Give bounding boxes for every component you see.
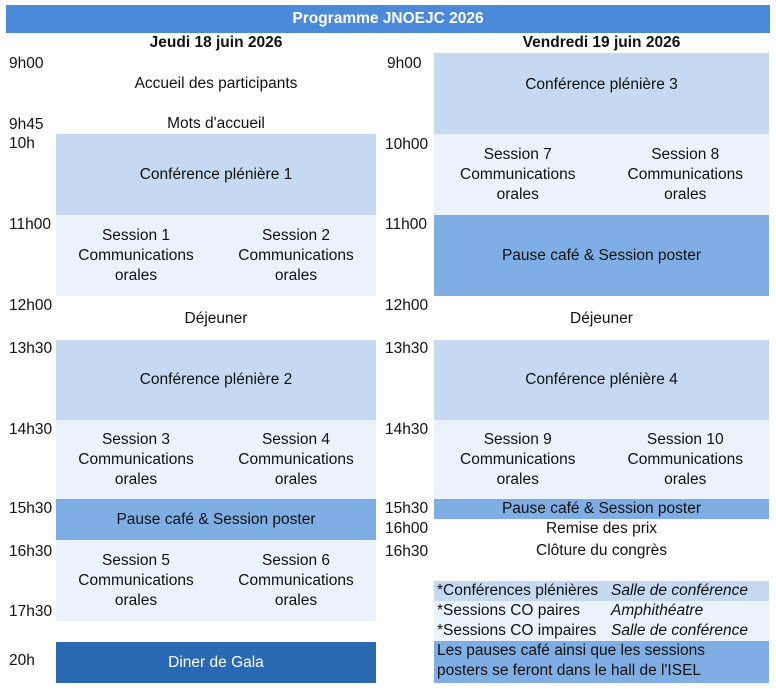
session-type: Communications <box>460 450 576 468</box>
session-type: Communications <box>627 165 743 183</box>
time-label: 17h30 <box>9 603 53 620</box>
programme-title: Programme JNOEJC 2026 <box>6 5 770 33</box>
session-title: Session 1 <box>101 226 171 244</box>
session-9 <box>434 420 602 499</box>
session-title: Session 3 <box>101 430 171 448</box>
session-5 <box>56 540 216 621</box>
time-label: 16h30 <box>385 543 429 560</box>
session-type: Communications <box>78 450 194 468</box>
session-type: orales <box>664 185 707 203</box>
event-sessions-5-6 <box>56 540 376 621</box>
session-6 <box>216 540 376 621</box>
session-type: Communications <box>460 165 576 183</box>
legend-key: *Sessions CO paires <box>437 602 581 619</box>
session-type: orales <box>114 591 158 609</box>
session-type: orales <box>274 470 318 488</box>
session-type: Communications <box>238 450 354 468</box>
time-label: 14h30 <box>385 421 429 438</box>
legend-value: Salle de conférence <box>611 622 749 639</box>
event-sessions-3-4 <box>56 420 376 499</box>
session-2 <box>216 215 376 296</box>
legend-row <box>434 621 769 641</box>
time-label: 10h <box>9 135 35 152</box>
time-label: 15h30 <box>385 500 429 517</box>
session-title: Session 10 <box>646 430 724 448</box>
session-type: Communications <box>238 246 354 264</box>
legend-key: *Sessions CO impaires <box>437 622 597 639</box>
note-pauses <box>434 641 769 683</box>
session-type: orales <box>274 591 318 609</box>
event-pause-cafe-1: Pause café & Session poster <box>434 215 769 296</box>
session-title: Session 4 <box>261 430 331 448</box>
session-title: Session 2 <box>261 226 331 244</box>
time-label: 14h30 <box>9 421 53 438</box>
session-7 <box>434 134 602 215</box>
time-label: 16h30 <box>9 543 53 560</box>
event-remise-prix: Remise des prix <box>545 520 658 537</box>
session-3 <box>56 420 216 499</box>
session-type: orales <box>496 185 539 203</box>
event-pleniere-2: Conférence plénière 2 <box>56 340 376 420</box>
legend-row <box>434 581 769 601</box>
session-10 <box>602 420 770 499</box>
event-sessions-9-10 <box>434 420 769 499</box>
time-label: 11h00 <box>385 216 427 233</box>
session-type: orales <box>664 470 707 488</box>
event-pleniere-4: Conférence plénière 4 <box>434 340 769 420</box>
event-accueil: Accueil des participants <box>134 75 298 92</box>
session-type: Communications <box>78 246 194 264</box>
session-title: Session 5 <box>101 551 171 569</box>
note-line: Les pauses café ainsi que les sessions <box>437 642 705 659</box>
event-dejeuner: Déjeuner <box>184 310 248 327</box>
time-label: 13h30 <box>9 340 53 357</box>
event-cloture: Clôture du congrès <box>536 542 667 559</box>
time-label: 15h30 <box>9 500 53 517</box>
event-diner-gala: Diner de Gala <box>56 642 376 683</box>
session-title: Session 8 <box>651 145 720 163</box>
day1-heading: Jeudi 18 juin 2026 <box>149 34 283 51</box>
event-pleniere-3: Conférence plénière 3 <box>434 53 769 134</box>
session-4 <box>216 420 376 499</box>
event-pleniere-1: Conférence plénière 1 <box>56 134 376 215</box>
session-type: Communications <box>78 571 194 589</box>
time-label: 16h00 <box>385 520 429 537</box>
time-label: 12h00 <box>385 297 429 314</box>
event-mots-accueil: Mots d'accueil <box>167 115 265 132</box>
note-line: posters se feront dans le hall de l'ISEL <box>437 662 702 679</box>
legend-value: Salle de conférence <box>611 582 749 599</box>
time-label: 12h00 <box>9 297 53 314</box>
legend-value: Amphithéatre <box>611 602 704 619</box>
session-8 <box>602 134 770 215</box>
session-type: orales <box>496 470 539 488</box>
session-1 <box>56 215 216 296</box>
session-type: Communications <box>238 571 354 589</box>
event-pause-cafe: Pause café & Session poster <box>56 499 376 540</box>
event-pause-cafe-2: Pause café & Session poster <box>434 499 769 519</box>
day2-heading: Vendredi 19 juin 2026 <box>522 34 681 51</box>
time-label: 20h <box>9 652 35 669</box>
session-title: Session 9 <box>483 430 552 448</box>
time-label: 13h30 <box>385 340 429 357</box>
time-label: 9h00 <box>9 55 44 72</box>
session-title: Session 7 <box>483 145 552 163</box>
event-sessions-1-2 <box>56 215 376 296</box>
time-label: 9h00 <box>387 55 422 72</box>
session-type: orales <box>274 266 318 284</box>
legend-row <box>434 601 769 621</box>
session-title: Session 6 <box>261 551 331 569</box>
session-type: Communications <box>627 450 743 468</box>
legend-key: *Conférences plénières <box>437 582 599 599</box>
time-label: 11h00 <box>9 216 51 233</box>
time-label: 9h45 <box>9 116 44 133</box>
time-label: 10h00 <box>385 136 429 153</box>
event-sessions-7-8 <box>434 134 769 215</box>
event-dejeuner: Déjeuner <box>570 310 633 327</box>
session-type: orales <box>114 266 158 284</box>
session-type: orales <box>114 470 158 488</box>
